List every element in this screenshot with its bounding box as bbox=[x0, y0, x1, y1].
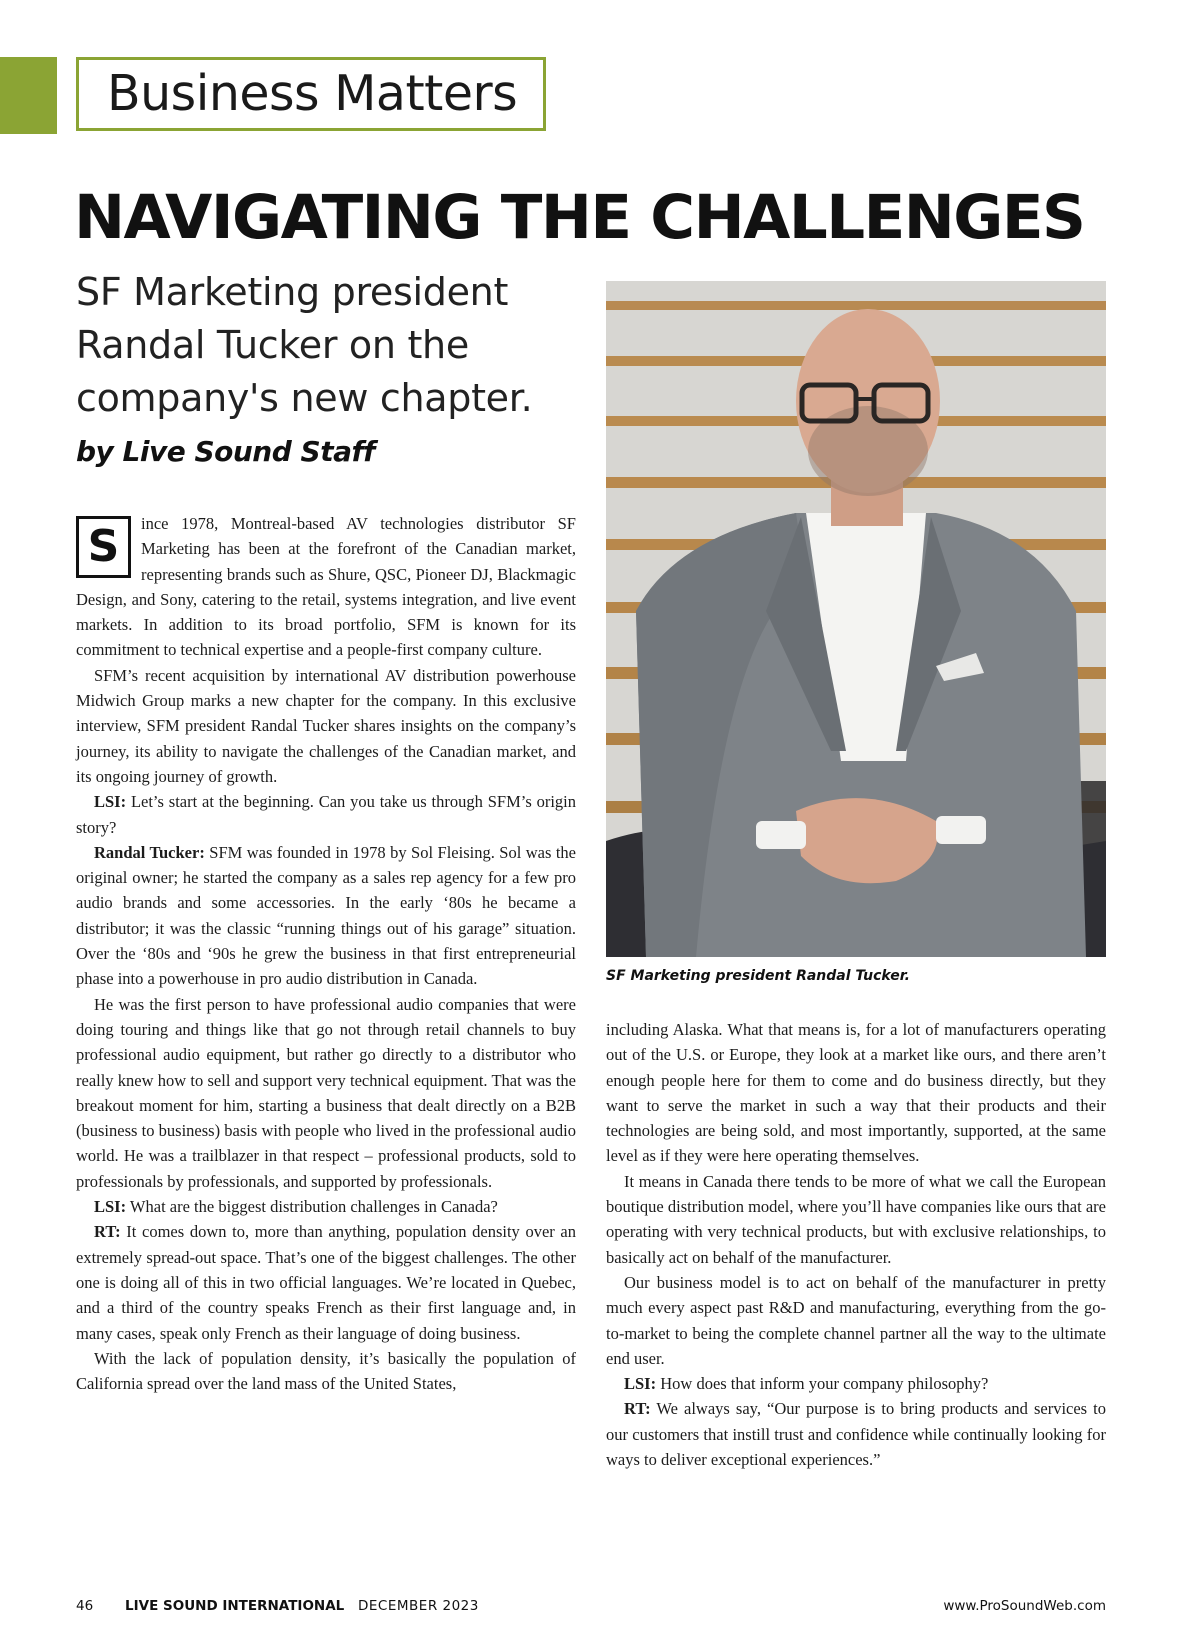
question-paragraph bbox=[76, 789, 576, 840]
section-label: Business Matters bbox=[76, 57, 546, 131]
drop-cap: S bbox=[76, 516, 131, 578]
article-column-right bbox=[606, 1017, 1106, 1472]
website-url: www.ProSoundWeb.com bbox=[943, 1598, 1106, 1614]
paragraph-text: ince 1978, Montreal-based AV technologies distributor SF Marketing has been at the forefront of the Canadian market, representing brands such as Shure, QSC, Pioneer DJ, Blackmagic Design, and Sony, catering to the retail, systems integration, and live event markets. In addition to its broad portfolio, SFM is known for its commitment to technical expertise and a people-first company culture. bbox=[76, 514, 576, 660]
speaker-label: LSI: bbox=[94, 1197, 127, 1217]
page-number: 46 bbox=[76, 1598, 94, 1614]
paragraph: With the lack of population density, it’s basically the population of California spread over the land mass of the United States, bbox=[76, 1348, 576, 1394]
question-paragraph bbox=[76, 1194, 576, 1219]
question-text: Let’s start at the beginning. Can you take us through SFM’s origin story? bbox=[76, 792, 576, 837]
paragraph bbox=[76, 511, 576, 663]
question-text: How does that inform your company philosophy? bbox=[656, 1374, 989, 1394]
question-paragraph bbox=[606, 1371, 1106, 1396]
portrait-photo bbox=[606, 281, 1106, 957]
answer-paragraph bbox=[76, 1219, 576, 1345]
paragraph: He was the first person to have professional audio companies that were doing touring and things like that go not through retail channels to buy professional audio equipment, but rather go directly to a distributor who really knew how to sell and support very technical equipment. That was the breakout moment for him, starting a business that dealt directly on a B2B (business to business) basis with people who lived in the professional audio world. He was a trailblazer in that respect – professional products, sold to professionals by professionals, and supported by professionals. bbox=[76, 994, 576, 1191]
magazine-name: LIVE SOUND INTERNATIONAL bbox=[125, 1598, 345, 1614]
speaker-label: LSI: bbox=[94, 792, 127, 812]
article-column-left bbox=[76, 511, 576, 1396]
article-headline: NAVIGATING THE CHALLENGES bbox=[74, 182, 1085, 253]
answer-text: We always say, “Our purpose is to bring products and services to our customers that instill trust and confidence while continually looking for ways to deliver exceptional experiences.” bbox=[606, 1399, 1106, 1470]
page-footer bbox=[76, 1594, 1106, 1618]
issue-date: DECEMBER 2023 bbox=[358, 1598, 479, 1614]
paragraph: Our business model is to act on behalf of the manufacturer in pretty much every aspect past R&D and manufacturing, everything from the go-to-market to being the complete channel partner all the way to the ultimate end user. bbox=[606, 1272, 1106, 1368]
paragraph: SFM’s recent acquisition by international AV distribution powerhouse Midwich Group marks a new chapter for the company. In this exclusive interview, SFM president Randal Tucker shares insights on the company’s journey, its ability to navigate the challenges of the Canadian market, and its ongoing journey of growth. bbox=[76, 665, 576, 786]
section-accent-bar bbox=[0, 57, 57, 134]
answer-paragraph bbox=[76, 840, 576, 992]
speaker-label: RT: bbox=[94, 1222, 121, 1242]
article-byline: by Live Sound Staff bbox=[76, 435, 375, 468]
article-subhead: SF Marketing president Randal Tucker on the company's new chapter. bbox=[76, 270, 533, 420]
answer-paragraph bbox=[606, 1396, 1106, 1472]
photo-caption: SF Marketing president Randal Tucker. bbox=[606, 968, 910, 984]
speaker-label: RT: bbox=[624, 1399, 651, 1419]
paragraph: including Alaska. What that means is, for a lot of manufacturers operating out of the U.S. or Europe, they look at a market like ours, and there aren’t enough people here for them to come and do business directly, but they want to serve the market in such a way that their products and their technologies are being sold, and most importantly, supported, at the same level as if they were here operating themselves. bbox=[606, 1020, 1106, 1166]
question-text: What are the biggest distribution challenges in Canada? bbox=[126, 1197, 498, 1217]
paragraph: It means in Canada there tends to be more of what we call the European boutique distribution model, where you’ll have companies like ours that are operating with very technical products, but with exclusive relationships, to basically act on behalf of the manufacturer. bbox=[606, 1171, 1106, 1267]
speaker-label: LSI: bbox=[624, 1374, 657, 1394]
answer-text: It comes down to, more than anything, population density over an extremely spread-out space. That’s one of the biggest challenges. The other one is doing all of this in two official languages. We’re located in Quebec, and a third of the country speaks French as their first language and, in many cases, speak only French as their language of doing business. bbox=[76, 1222, 576, 1343]
speaker-label: Randal Tucker: bbox=[94, 842, 205, 862]
answer-text: SFM was founded in 1978 by Sol Fleising. Sol was the original owner; he started the company as a sales rep agency for a few pro audio brands and some accessories. In the early ‘80s he became a distributor; it was the classic “running things out of his garage” situation. Over the ‘80s and ‘90s he grew the business in that first entrepreneurial phase into a powerhouse in pro audio distribution in Canada. bbox=[76, 842, 576, 989]
